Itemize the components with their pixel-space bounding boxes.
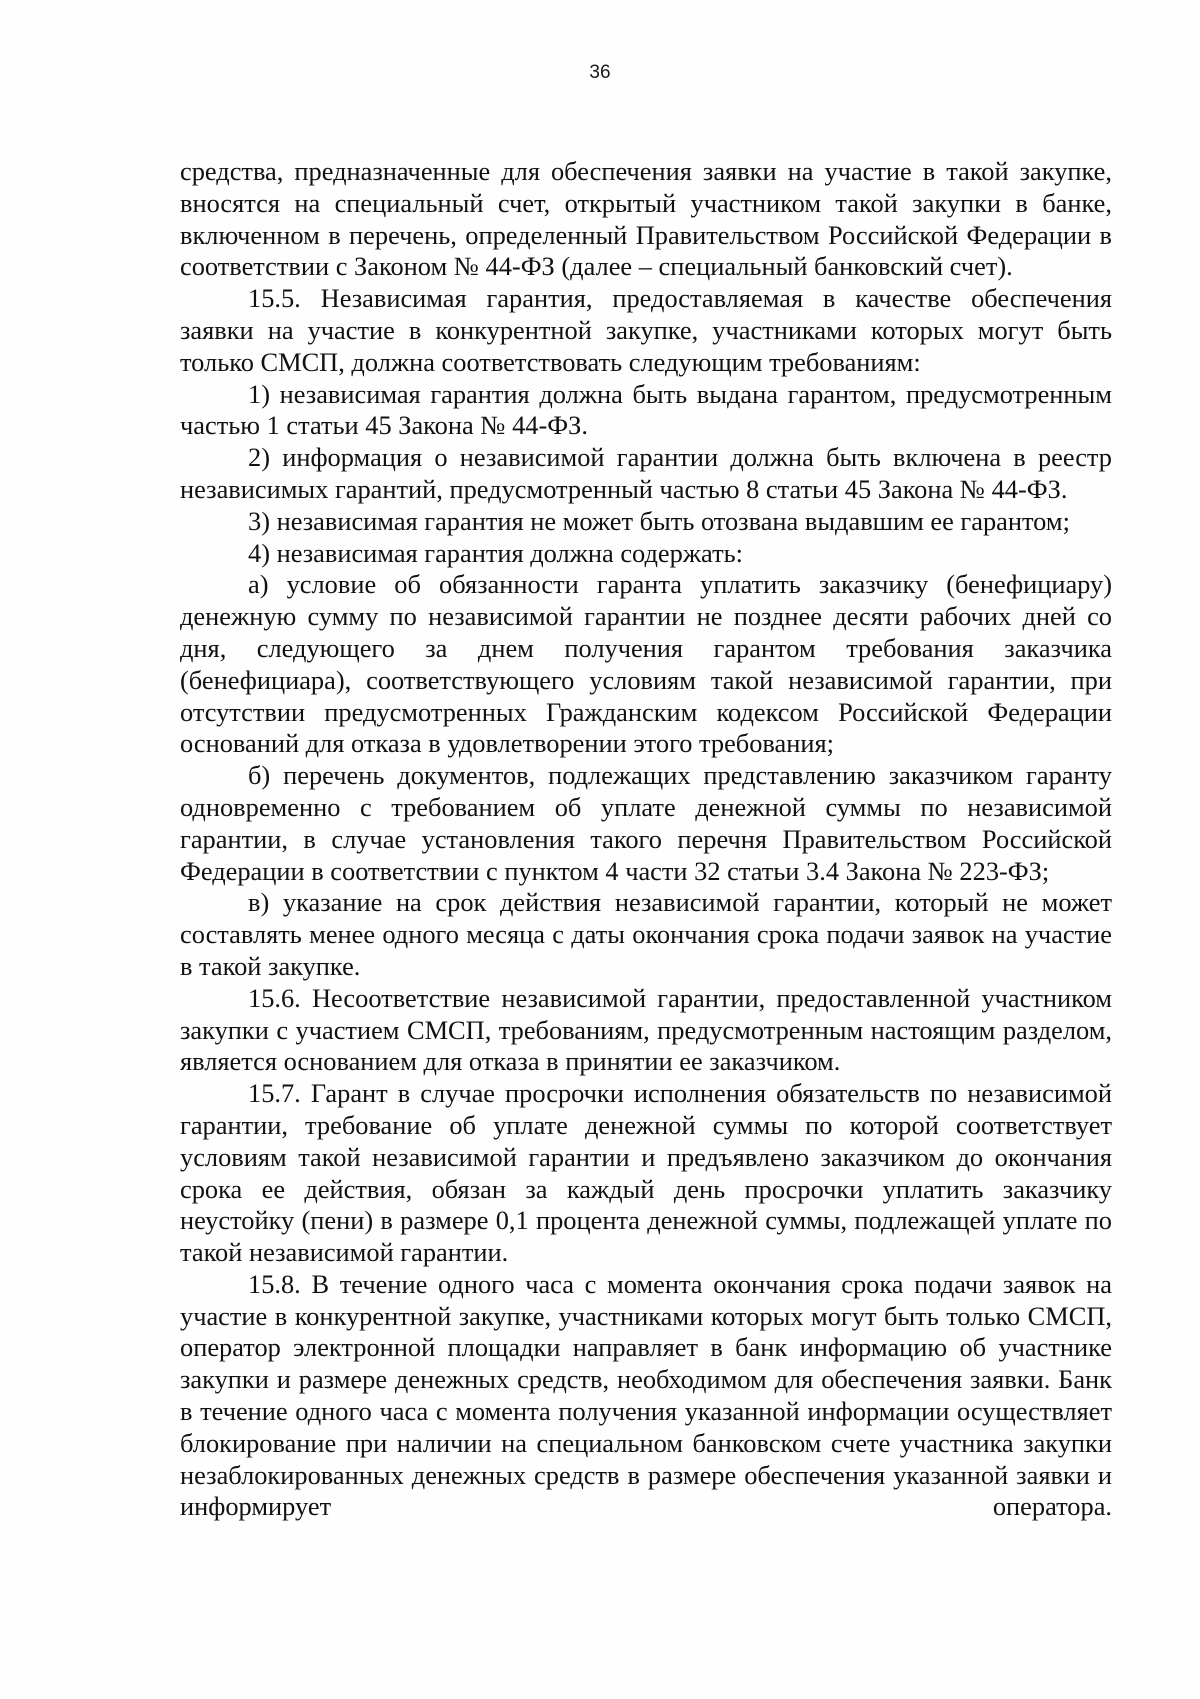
paragraph-15-6: 15.6. Несоответствие независимой гарантии, предоставленной участником закупки с участием СМСП, требованиям, предусмотренным настоящим разделом, является основанием для отказа в принятии ее заказчиком. [180,982,1112,1077]
list-item-4a: а) условие об обязанности гаранта уплатить заказчику (бенефициару) денежную сумму по независимой гарантии не позднее десяти рабочих дней со дня, следующего за днем получения гарантом требования заказчика (бенефициара), соответствующего условиям такой независимой гарантии, при отсутствии предусмотренных Гражданским кодексом Российской Федерации оснований для отказа в удовлетворении этого требования; [180,569,1112,759]
page-number: 36 [589,62,611,83]
paragraph-15-5: 15.5. Независимая гарантия, предоставляемая в качестве обеспечения заявки на участие в конкурентной закупке, участниками которых могут быть только СМСП, должна соответствовать следующим требованиям: [180,283,1112,377]
list-item-2: 2) информация о независимой гарантии должна быть включена в реестр независимых гарантий, предусмотренный частью 8 статьи 45 Закона № 44-ФЗ. [180,442,1112,504]
paragraph-continuation: средства, предназначенные для обеспечения заявки на участие в такой закупке, вносятся на специальный счет, открытый участником такой закупки в банке, включенном в перечень, определенный Правительством Российской Федерации в соответствии с Законом № 44-ФЗ (далее – специальный банковский счет). [180,156,1112,282]
document-body [180,156,1112,1523]
list-item-1: 1) независимая гарантия должна быть выдана гарантом, предусмотренным частью 1 статьи 45 Закона № 44-ФЗ. [180,378,1112,441]
list-item-3: 3) независимая гарантия не может быть отозвана выдавшим ее гарантом; [248,505,1070,536]
list-item-4b: б) перечень документов, подлежащих представлению заказчиком гаранту одновременно с требованием об уплате денежной суммы по независимой гарантии, в случае установления такого перечня Правительством Российской Федерации в соответствии с пунктом 4 части 32 статьи 3.4 Закона № 223-ФЗ; [180,760,1112,886]
paragraph-15-7: 15.7. Гарант в случае просрочки исполнения обязательств по независимой гарантии, требование об уплате денежной суммы по которой соответствует условиям такой независимой гарантии и предъявлено заказчиком до окончания срока ее действия, обязан за каждый день просрочки уплатить заказчику неустойку (пени) в размере 0,1 процента денежной суммы, подлежащей уплате по такой независимой гарантии. [180,1078,1112,1268]
list-item-4: 4) независимая гарантия должна содержать: [248,537,743,568]
list-item-4v: в) указание на срок действия независимой гарантии, который не может составлять менее одного месяца с даты окончания срока подачи заявок на участие в такой закупке. [180,887,1112,981]
paragraph-15-8: 15.8. В течение одного часа с момента окончания срока подачи заявок на участие в конкурентной закупке, участниками которых могут быть только СМСП, оператор электронной площадки направляет в банк информацию об участнике закупки и размере денежных средств, необходимом для обеспечения заявки. Банк в течение одного часа с момента получения указанной информации осуществляет блокирование при наличии на специальном банковском счете участника закупки незаблокированных денежных средств в размере обеспечения указанной заявки и информирует оператора. [180,1268,1112,1522]
